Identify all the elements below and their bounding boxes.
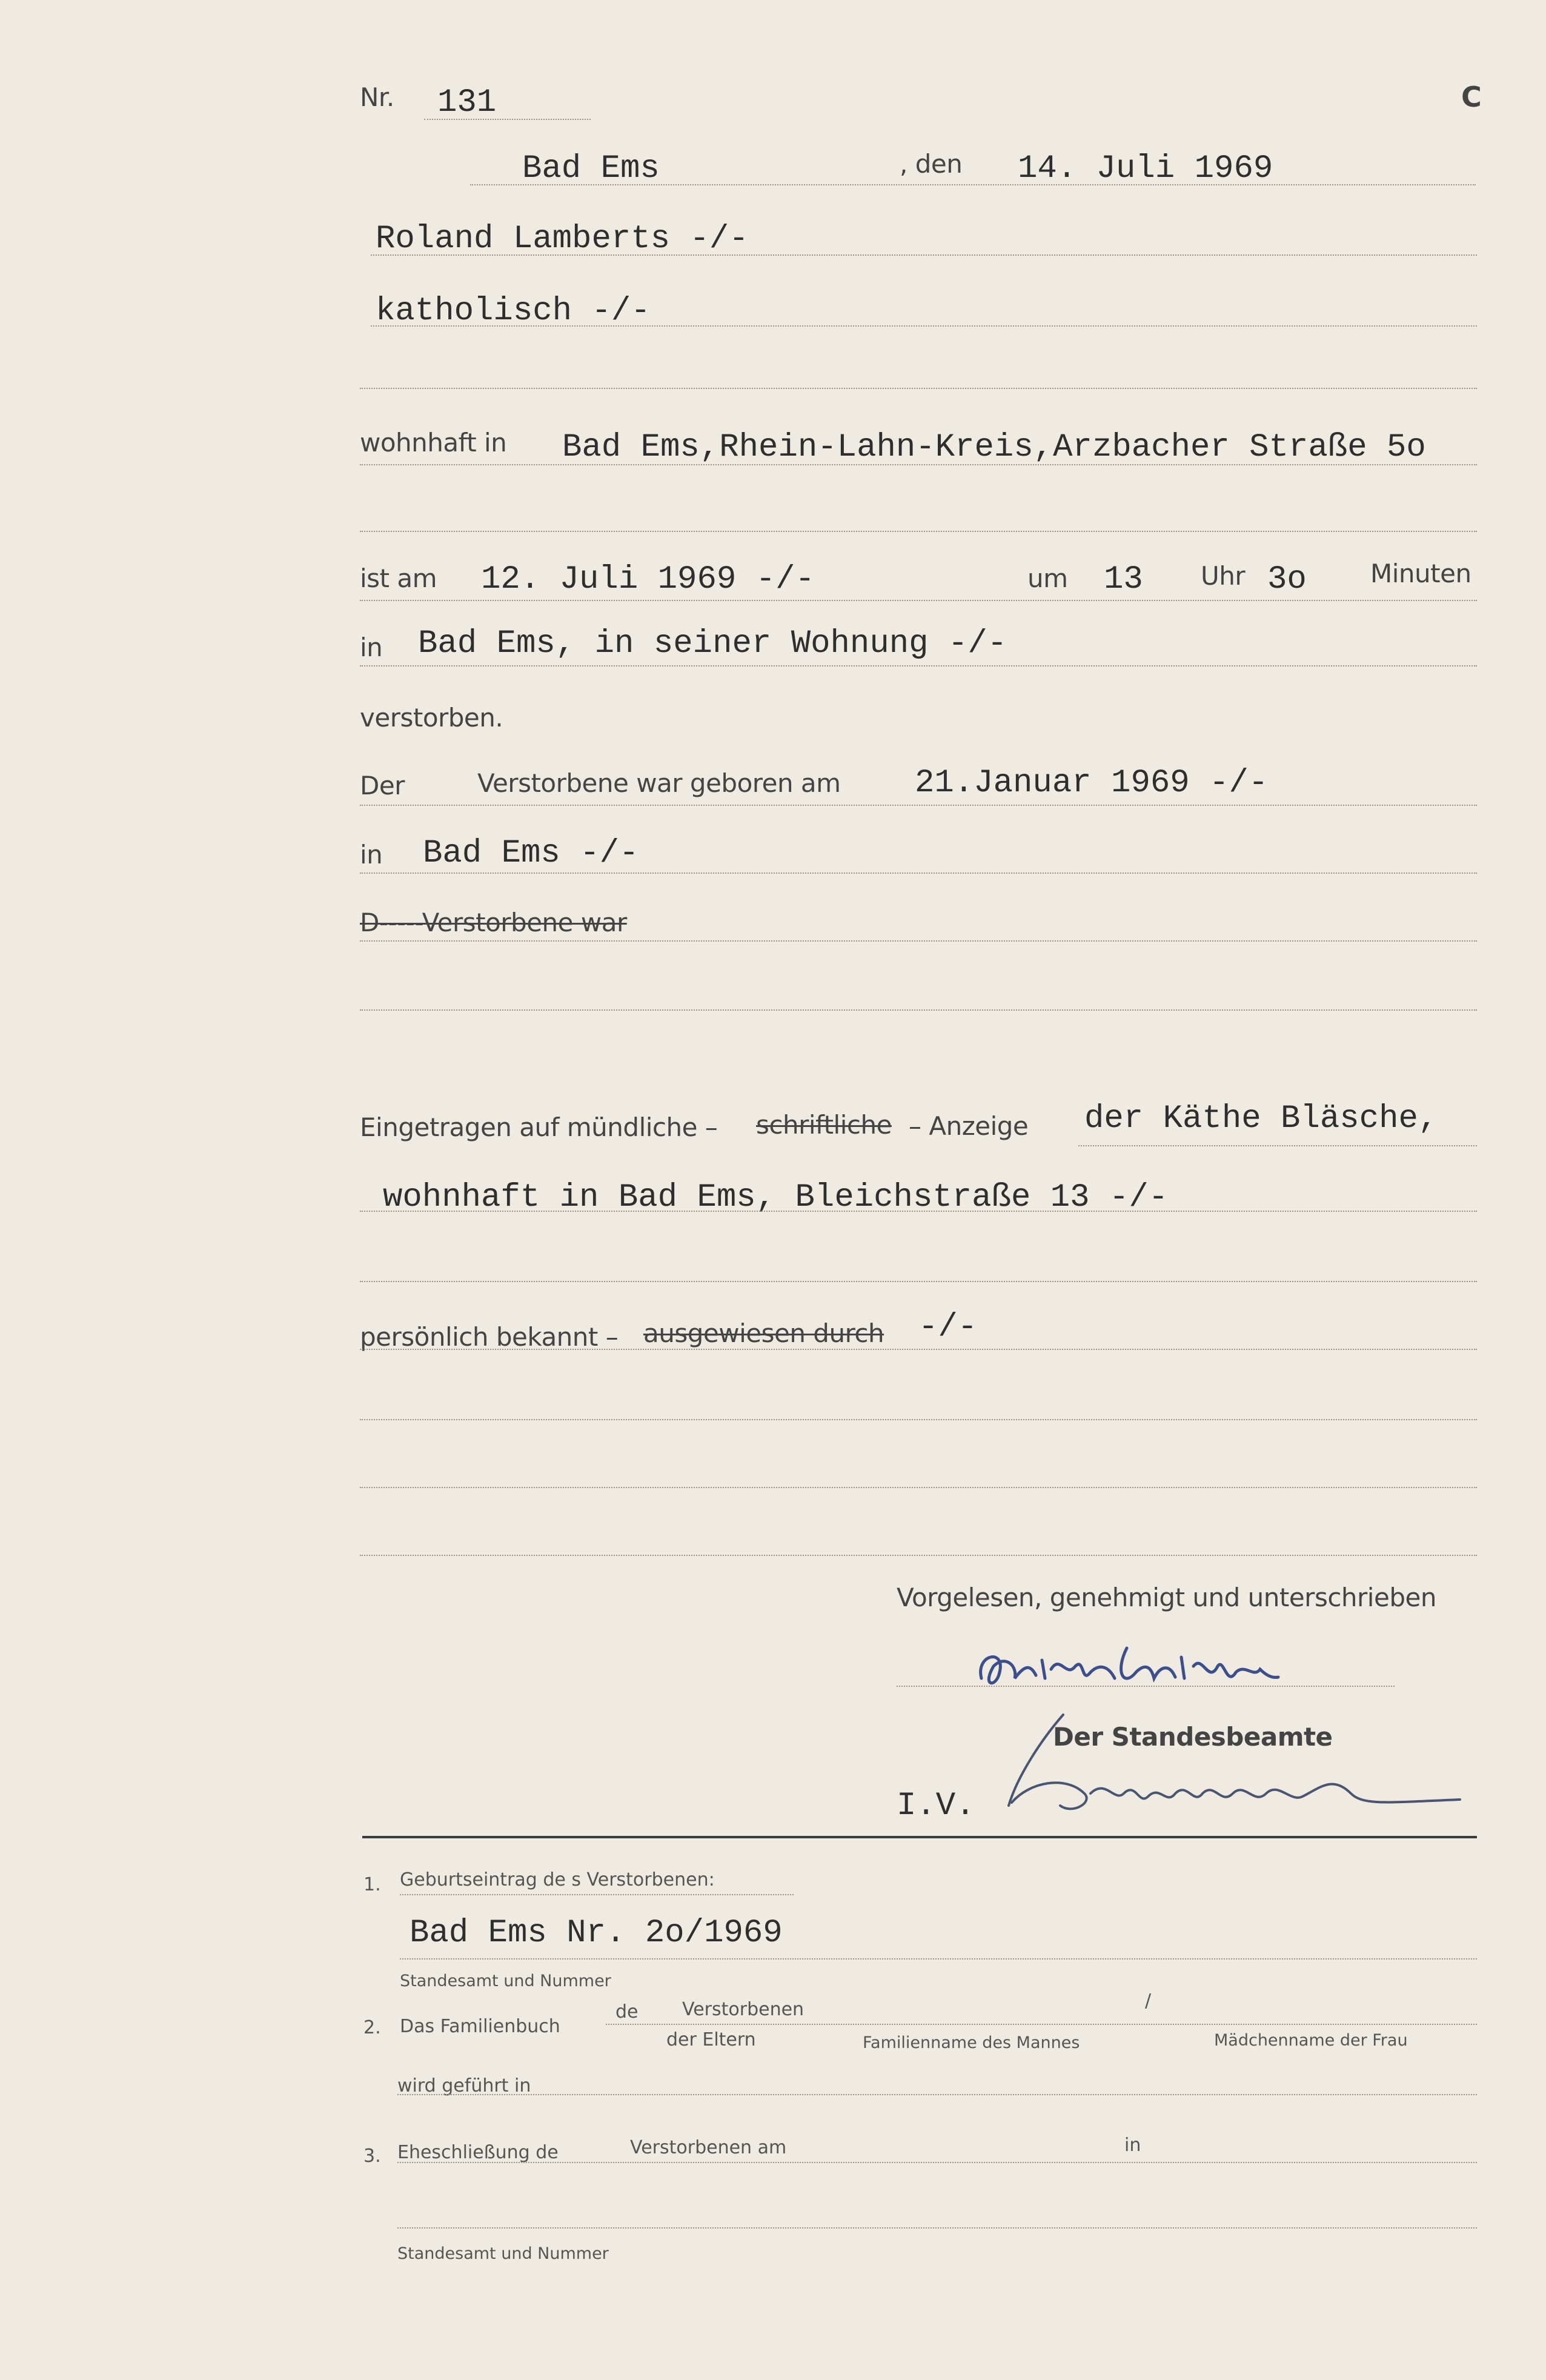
nr-underline (424, 119, 591, 120)
death-date: 12. Juli 1969 -/- (481, 561, 815, 598)
residence-label: wohnhaft in (360, 428, 507, 457)
informant-signature (969, 1630, 1393, 1703)
item3-caption: Standesamt und Nummer (397, 2244, 609, 2263)
informant-address: wohnhaft in Bad Ems, Bleichstraße 13 -/- (383, 1179, 1169, 1216)
minuten-label: Minuten (1370, 559, 1471, 588)
death-in-label: in (360, 633, 383, 662)
item2-caption-husband: Familienname des Mannes (863, 2033, 1080, 2052)
item1-value: Bad Ems Nr. 2o/1969 (410, 1915, 783, 1952)
blank-line-7 (360, 1555, 1477, 1556)
birth-date: 21.Januar 1969 -/- (915, 765, 1269, 802)
informant-underline (1078, 1145, 1477, 1146)
struck-written: schriftliche (756, 1110, 892, 1140)
item1-value-underline (400, 1958, 1477, 1960)
item2-underline (606, 2024, 1477, 2025)
birth-text: Verstorbene war geboren am (477, 768, 841, 798)
nr-label: Nr. (360, 82, 394, 112)
item2-caption-wife: Mädchenname der Frau (1214, 2031, 1408, 2050)
item1-number: 1. (363, 1874, 381, 1895)
registration-prefix: Eingetragen auf mündliche – (360, 1112, 718, 1142)
read-approved-signed: Vorgelesen, genehmigt und unterschrieben (897, 1583, 1436, 1612)
birth-date-underline (360, 805, 1477, 806)
blank-line-3 (360, 1009, 1477, 1011)
blank-line-6 (360, 1487, 1477, 1488)
item2-number: 2. (363, 2017, 381, 2038)
item3-value-underline (397, 2227, 1477, 2229)
known-value: -/- (918, 1309, 978, 1346)
birth-place: Bad Ems -/- (423, 835, 639, 872)
register-number: 131 (437, 84, 497, 121)
item2-kept-in: wird geführt in (397, 2075, 531, 2096)
known-underline (360, 1349, 1477, 1350)
birth-place-underline (360, 873, 1477, 874)
deceased-name: Roland Lamberts -/- (376, 221, 749, 258)
item1-label-underline (400, 1894, 794, 1895)
religion: katholisch -/- (376, 293, 651, 330)
section-divider (362, 1836, 1477, 1838)
item2-label: Das Familienbuch (400, 2016, 560, 2037)
item1-label: Geburtseintrag de s Verstorbenen: (400, 1869, 715, 1890)
death-date-underline (360, 600, 1477, 601)
informant: der Käthe Bläsche, (1084, 1100, 1438, 1137)
religion-underline (371, 325, 1477, 327)
blank-line-5 (360, 1419, 1477, 1420)
item2-kept-underline (397, 2094, 1477, 2095)
item3-text: Verstorbenen am (630, 2137, 787, 2158)
item3-number: 3. (363, 2146, 381, 2167)
item3-label: Eheschließung de (397, 2142, 559, 2163)
parent-underline (360, 940, 1477, 942)
death-place-underline (360, 665, 1477, 666)
struck-identified: ausgewiesen durch (643, 1318, 884, 1348)
death-hour: 13 (1104, 561, 1143, 598)
item3-underline (397, 2162, 1477, 2163)
verstorben-label: verstorben. (360, 703, 503, 733)
registration-date: 14. Juli 1969 (1018, 150, 1273, 187)
um-label: um (1027, 563, 1068, 593)
registration-suffix: – Anzeige (909, 1111, 1029, 1141)
name-underline (371, 254, 1477, 256)
place-date-underline (470, 184, 1476, 185)
den-label: , den (900, 149, 963, 179)
known-label: persönlich bekannt – (360, 1322, 619, 1352)
blank-line-1 (360, 388, 1477, 389)
in-representation: I.V. (897, 1787, 975, 1824)
item3-in: in (1124, 2135, 1141, 2156)
blank-line-2 (360, 531, 1477, 532)
address-underline (360, 1211, 1477, 1212)
struck-parent-line: D-----Verstorbene war (360, 908, 627, 937)
official-title: Der Standesbeamte (1053, 1722, 1333, 1752)
place-of-registration: Bad Ems (522, 150, 660, 187)
item2-option-deceased: Verstorbenen (682, 1999, 805, 2020)
death-date-label: ist am (360, 563, 437, 593)
item1-caption: Standesamt und Nummer (400, 1972, 611, 1990)
item2-option-parents: der Eltern (666, 2029, 756, 2050)
birth-in-label: in (360, 840, 383, 869)
corner-letter: C (1461, 81, 1482, 113)
item2-slash: / (1145, 1990, 1152, 2012)
death-minutes: 3o (1267, 561, 1307, 598)
blank-line-4 (360, 1281, 1477, 1282)
residence-underline (360, 464, 1477, 465)
death-place: Bad Ems, in seiner Wohnung -/- (418, 625, 1007, 662)
informant-signature-underline (897, 1686, 1395, 1687)
official-signature (994, 1703, 1478, 1824)
uhr-label: Uhr (1201, 561, 1246, 591)
der-label: Der (360, 771, 405, 800)
residence: Bad Ems,Rhein-Lahn-Kreis,Arzbacher Straße 5o (562, 429, 1426, 466)
item2-de: de (615, 2001, 639, 2023)
